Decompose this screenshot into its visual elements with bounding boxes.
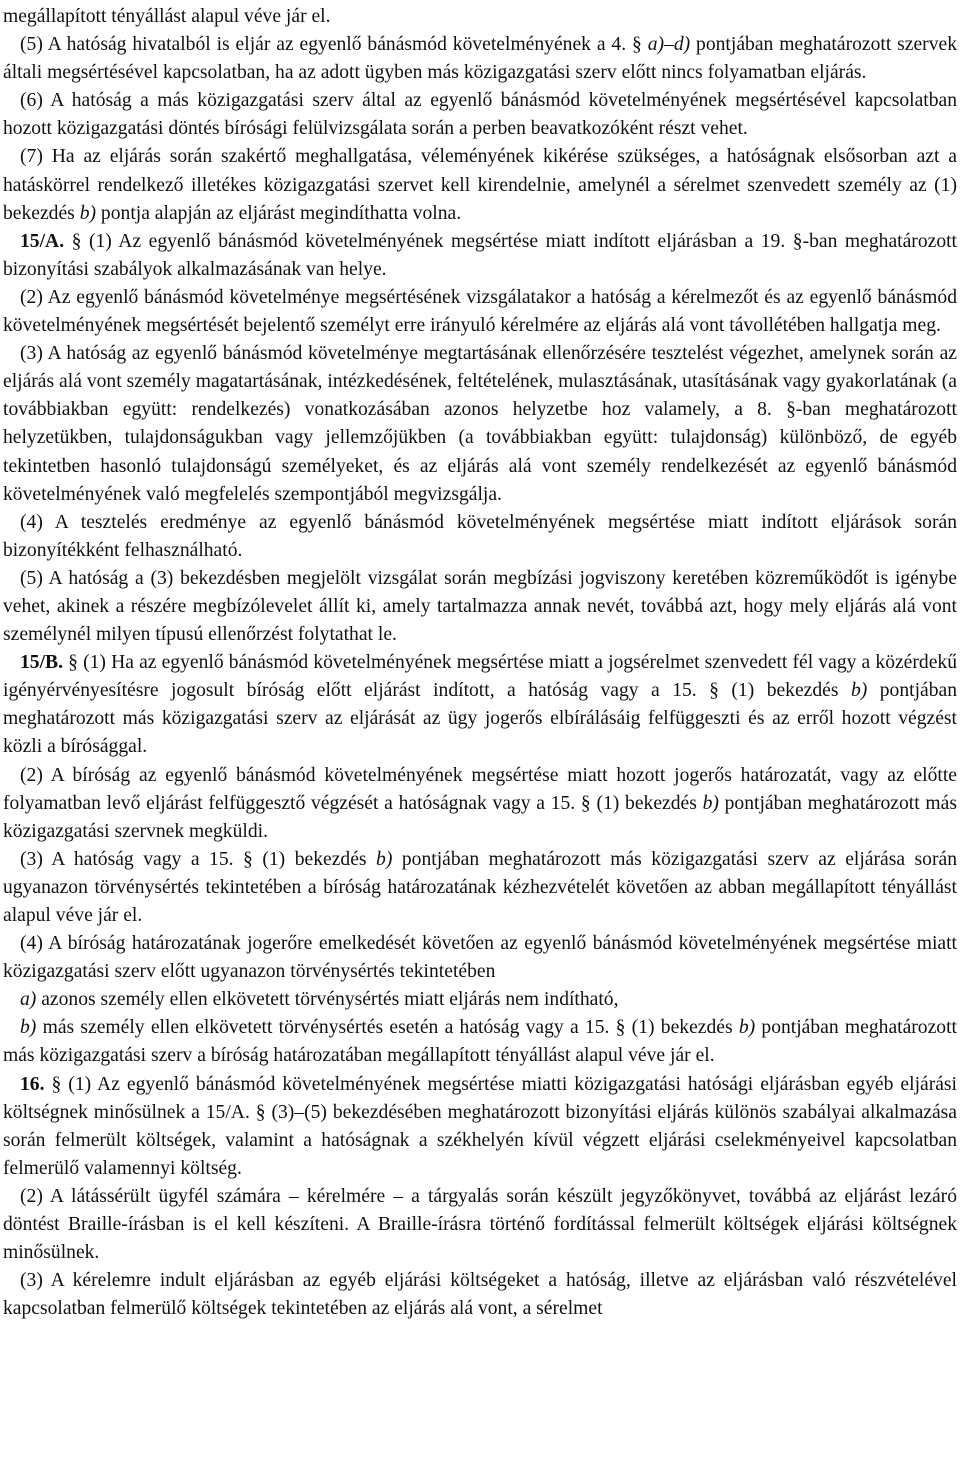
text-run: (7) Ha az eljárás során szakértő meghallgatása, véleményének kikérése szükséges, a hatóságnak elsősorban azt a hatáskörrel rendelkező illetékes közigazgatási szervet kell kirendelnie, amelynél a sérelmet szenvedett személy az (1) bekezdés [3, 146, 957, 224]
paragraph [3, 284, 957, 340]
text-run: (3) A kérelemre indult eljárásban az egyéb eljárási költségeket a hatóság, illetve az eljárásban való részvételével kapcsolatban felmerülő költségek tekintetében az eljárás alá vont, a sérelmet [3, 1270, 957, 1320]
text-run: pontjában meghatározott más közigazgatási szervnek megküldi. [3, 792, 957, 842]
section-heading-paragraph [3, 1071, 957, 1183]
text-run: pontjában meghatározott szervek általi megsértésével kapcsolatban, ha az adott ügyben más közigazgatási szerv előtt nincs folyamatban eljárás. [3, 34, 957, 84]
text-run: pontjában meghatározott más közigazgatási szerv a bíróság határozatában megállapított tényállást alapul véve jár el. [3, 1017, 957, 1067]
text-run: (2) A látássérült ügyfél számára – kérelmére – a tárgyalás során készült jegyzőkönyvet, továbbá az eljárást lezáró döntést Braille-írásban is el kell készíteni. A Braille-írásra történő fordítással felmerült költségek eljárási költségnek minősülnek. [3, 1185, 957, 1264]
text-run: megállapított tényállást alapul véve jár el. [3, 6, 331, 27]
paragraph [3, 509, 957, 565]
italic-run: a)–d) [647, 34, 691, 56]
text-run: pontjában meghatározott más közigazgatási szerv az eljárása során ugyanazon törvénysértés tekintetében a bíróság határozatának kézhezvételét követően az abban megállapított tényállást alapul véve jár el. [3, 848, 957, 926]
italic-run: b) [702, 792, 719, 814]
text-run: (3) A hatóság az egyenlő bánásmód követelménye megtartásának ellenőrzésére tesztelést végezhet, amelynek során az eljárás alá vont személy magatartásának, intézkedésének, feltételének, mulasztásának, utasításának vagy gyakorlatának (a továbbiakban együtt: rendelkezés) vonatkozásában azonos helyzetbe hoz valamely, a 8. §-ban meghatározott helyzetükben, tulajdonságukban vagy jellemzőjükben (a továbbiakban együtt: tulajdonság) különböző, de egyéb tekintetben hasonló tulajdonságú személyeket, és az eljárás alá vont személy rendelkezését az egyenlő bánásmód követelményének való megfelelés szempontjából megvizsgálja. [3, 343, 957, 505]
italic-run: b) [850, 680, 868, 702]
text-run: § (1) Az egyenlő bánásmód követelményének megsértése miatt indított eljárásban a 19. §-ban meghatározott bizonyítási szabályok alkalmazásának van helye. [3, 230, 957, 280]
paragraph [3, 3, 957, 31]
list-point [3, 1014, 957, 1070]
italic-run: b) [738, 1017, 756, 1039]
paragraph [3, 340, 957, 509]
section-number: 15/B. [20, 652, 64, 674]
paragraph [3, 930, 957, 986]
point-label: b) [20, 1017, 37, 1039]
italic-run: b) [79, 202, 97, 224]
text-run: más személy ellen elkövetett törvénysértés esetén a hatóság vagy a 15. § (1) bekezdés [36, 1017, 739, 1039]
paragraph [3, 143, 957, 227]
text-run: pontjában meghatározott más közigazgatási szerv az eljárását az ügy jogerős elbírálásáig felfüggeszti és az erről hozott végzést közli a bírósággal. [3, 680, 958, 758]
text-run: (5) A hatóság a (3) bekezdésben megjelölt vizsgálat során megbízási jogviszony keretében közreműködőt is igénybe vehet, akinek a részére megbízólevelet állít ki, amely tartalmazza annak nevét, továbbá azt, hogy mely eljárás alá vont személynél milyen típusú ellenőrzést folytathat le. [3, 567, 957, 646]
text-run: (6) A hatóság a más közigazgatási szerv által az egyenlő bánásmód követelményének megsértésével kapcsolatban hozott közigazgatási döntés bírósági felülvizsgálata során a perben beavatkozóként részt vehet. [3, 90, 957, 140]
text-run: azonos személy ellen elkövetett törvénysértés miatt eljárás nem indítható, [36, 989, 619, 1011]
paragraph [3, 565, 957, 649]
text-run: (4) A bíróság határozatának jogerőre emelkedését követően az egyenlő bánásmód követelményének megsértése miatt közigazgatási szerv előtt ugyanazon törvénysértés tekintetében [3, 933, 957, 983]
paragraph [3, 846, 957, 930]
paragraph [3, 87, 957, 143]
text-run: § (1) Az egyenlő bánásmód követelményének megsértése miatti közigazgatási hatósági eljárásban egyéb eljárási költségnek minősülnek a 15/A. § (3)–(5) bekezdésében meghatározott bizonyítási eljárás különös szabályai alkalmazása során felmerült költségek, valamint a hatóságnak a székhelyén kívül végzett eljárási cselekményeivel kapcsolatban felmerülő valamennyi költség. [3, 1073, 957, 1179]
text-run: § (1) Ha az egyenlő bánásmód követelményének megsértése miatt a jogsérelmet szenvedett fél vagy a közérdekű igényérvényesítésre jogosult bíróság előtt eljárást indított, a hatóság vagy a 15. § (1) bekezdés [3, 652, 957, 702]
list-point [3, 986, 957, 1014]
text-run: (5) A hatóság hivatalból is eljár az egyenlő bánásmód követelményének a 4. § [20, 34, 648, 56]
italic-run: b) [376, 848, 393, 870]
text-run: (2) Az egyenlő bánásmód követelménye megsértésének vizsgálatakor a hatóság a kérelmezőt és az egyenlő bánásmód követelményének megsértését bejelentő személyt erre irányuló kérelmére az eljárás alá vont távollétében hallgatja meg. [3, 286, 957, 337]
paragraph [3, 1267, 957, 1323]
text-run: (2) A bíróság az egyenlő bánásmód követelményének megsértése miatt hozott jogerős határozatát, vagy az előtte folyamatban levő eljárást felfüggesztő végzését a hatóságnak vagy a 15. § (1) bekezdés [3, 764, 957, 814]
section-heading-paragraph [3, 649, 957, 761]
section-heading-paragraph [3, 228, 957, 284]
paragraph [3, 762, 957, 846]
document-page [3, 3, 957, 1323]
section-number: 15/A. [20, 230, 65, 252]
text-run: (3) A hatóság vagy a 15. § (1) bekezdés [20, 848, 377, 870]
section-number: 16. [20, 1073, 45, 1095]
point-label: a) [20, 989, 37, 1011]
text-run: pontja alapján az eljárást megindíthatta volna. [96, 202, 462, 224]
paragraph [3, 31, 957, 87]
paragraph [3, 1183, 957, 1267]
text-run: (4) A tesztelés eredménye az egyenlő bánásmód követelményének megsértése miatt indított eljárások során bizonyítékként felhasználható. [3, 511, 957, 561]
